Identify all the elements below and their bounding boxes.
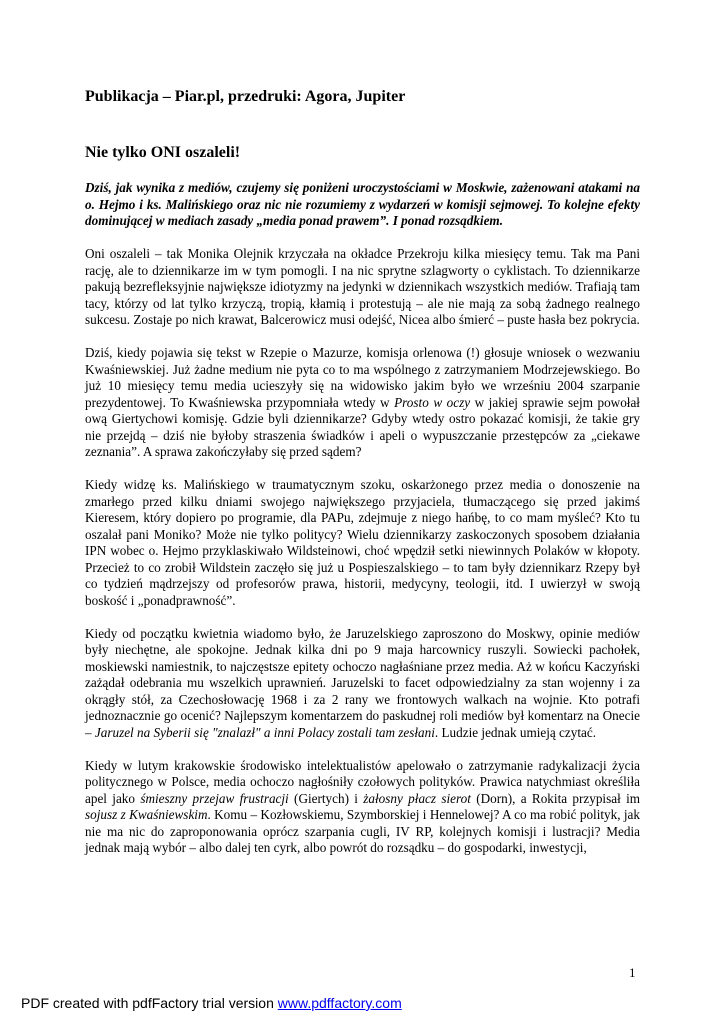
- publication-header: Publikacja – Piar.pl, przedruki: Agora, Jupiter: [85, 88, 406, 105]
- paragraph-5-text-b: (Giertych) i: [288, 790, 364, 806]
- paragraph-2: [85, 345, 640, 461]
- paragraph-5-italic-3: sojusz z Kwaśniewskim: [85, 807, 208, 822]
- pdffactory-link[interactable]: www.pdffactory.com: [277, 995, 402, 1011]
- article-title: Nie tylko ONI oszaleli!: [85, 144, 241, 161]
- document-page: [85, 80, 640, 873]
- paragraph-5-italic-1: śmieszny przejaw frustracji: [140, 790, 289, 806]
- paragraph-2-text-a: Dziś, kiedy pojawia się tekst w Rzepie o Mazurze, komisja orlenowa (!) głosuje wniosek o wezwaniu Kwaśniewskiej. Już żadne medium nie pyta co to ma wspólnego z zatrzymaniem Modrzejewskiego. Bo już 10 miesięcy temu media ucieszyły się na widowisko jakim było we wrześniu 2004 szarpanie prezydentowej. To Kwaśniewska przypomniała wtedy w: [85, 345, 640, 410]
- article-body: [85, 246, 640, 857]
- paragraph-4-italic: Jaruzel na Syberii się "znalazł" a inni Polacy zostali tam zesłani: [94, 724, 435, 740]
- paragraph-5-text-a: Kiedy w lutym krakowskie środowisko intelektualistów apelowało o zatrzymanie radykalizacji życia politycznego w Polsce, media ochoczo nagłośniły czołowych polityków. Prawica natychmiast określiła apel jako: [85, 757, 640, 806]
- article-lead: Dziś, jak wynika z mediów, czujemy się poniżeni uroczystościami w Moskwie, zażenowani atakami na o. Hejmo i ks. Malińskiego oraz nic nie rozumiemy z wydarzeń w komisji sejmowej. To kolejne efekty dominującej w mediach zasady „media ponad prawem”. I ponad rozsądkiem.: [85, 180, 640, 228]
- paragraph-2-italic: Prosto w oczy: [394, 394, 471, 410]
- pdf-footer: [21, 995, 402, 1011]
- paragraph-5-text-d: . Komu – Kozłowskiemu, Szymborskiej i Hennelowej? A co ma robić polityk, jak nie ma nic do zaproponowania oprócz szarpania cugli, IV RP, kolejnych komisji i lustracji? Media jednak mają wybór – albo dalej ten cyrk, albo powrót do rozsądku – do gospodarki, inwestycji,: [85, 807, 641, 855]
- paragraph-5-text-c: (Dorn), a Rokita przypisał im: [470, 790, 640, 806]
- paragraph-5-italic-2: żałosny płacz sierot: [363, 790, 471, 806]
- paragraph-4-text-a: Kiedy od początku kwietnia wiadomo było, że Jaruzelskiego zaproszono do Moskwy, opinie mediów były niechętne, ale spokojne. Jednak kilka dni po 9 maja harcownicy ruszyli. Sowiecki pachołek, moskiewski namiestnik, to najczęstsze epitety ochoczo nagłaśniane przez media. Aż w końcu Kaczyński zażądał odebrania mu wszelkich uprawnień. Jaruzelski to facet odpowiedzialny za stan wojenny i za okrągły stół, za Czechosłowację 1968 i za 2 rany we frontowych walkach na wojnie. Kto potrafi jednoznacznie go ocenić? Najlepszym komentarzem do paskudnej roli mediów był komentarz na Onecie –: [85, 625, 640, 740]
- paragraph-1: Oni oszaleli – tak Monika Olejnik krzyczała na okładce Przekroju kilka miesięcy temu. Tak ma Pani rację, ale to dziennikarze im w tym pomogli. I na nic sprytne szlagworty o cyklistach. To dziennikarze pakują bezrefleksyjnie największe idiotyzmy na jedynki w dziennikach wszystkich mediów. Trafiają tam tacy, którzy od lat tylko krzyczą, tropią, kłamią i protestują – ale nie mają za sobą żadnego realnego sukcesu. Zostaje po nich krawat, Balcerowicz musi odejść, Nicea albo śmierć – puste hasła bez pokrycia.: [85, 246, 640, 327]
- paragraph-5: [85, 758, 640, 857]
- footer-text: PDF created with pdfFactory trial version: [21, 995, 278, 1011]
- page-number: 1: [629, 965, 636, 980]
- paragraph-2-text-b: w jakiej sprawie sejm powołał ową Giertychowi komisję. Gdzie byli dziennikarze? Gdyby wtedy ostro pokazać komisji, że takie gry nie przejdą – dziś nie byłoby straszenia świadków i apeli o wypuszczanie przestępców za „ciekawe zeznania”. A sprawa zakończyłaby się przed sądem?: [85, 394, 640, 459]
- paragraph-4: [85, 626, 640, 742]
- paragraph-3: Kiedy widzę ks. Malińskiego w traumatycznym szoku, oskarżonego przez media o donoszenie na zmarłego przed kilku dniami swojego największego przyjaciela, tłumaczącego się przed jakimś Kieresem, który dopiero po programie, dla PAPu, zdejmuje z niego hańbę, to co mam myśleć? Kto tu oszalał pani Moniko? Może nie tylko politycy? Wielu dziennikarzy zaskoczonych sposobem działania IPN wobec o. Hejmo przyklaskiwało Wildsteinowi, choć wpędził setki niewinnych Polaków w kłopoty. Przecież to co zrobił Wildstein zaczęło się już u Pospieszalskiego – to tam były dziennikarz Rzepy był co tydzień mądrzejszy od profesorów prawa, historii, medycyny, teologii, itd. I uwierzył w swoją boskość i „ponadprawność”.: [85, 477, 640, 608]
- paragraph-4-text-b: . Ludzie jednak umieją czytać.: [434, 724, 597, 740]
